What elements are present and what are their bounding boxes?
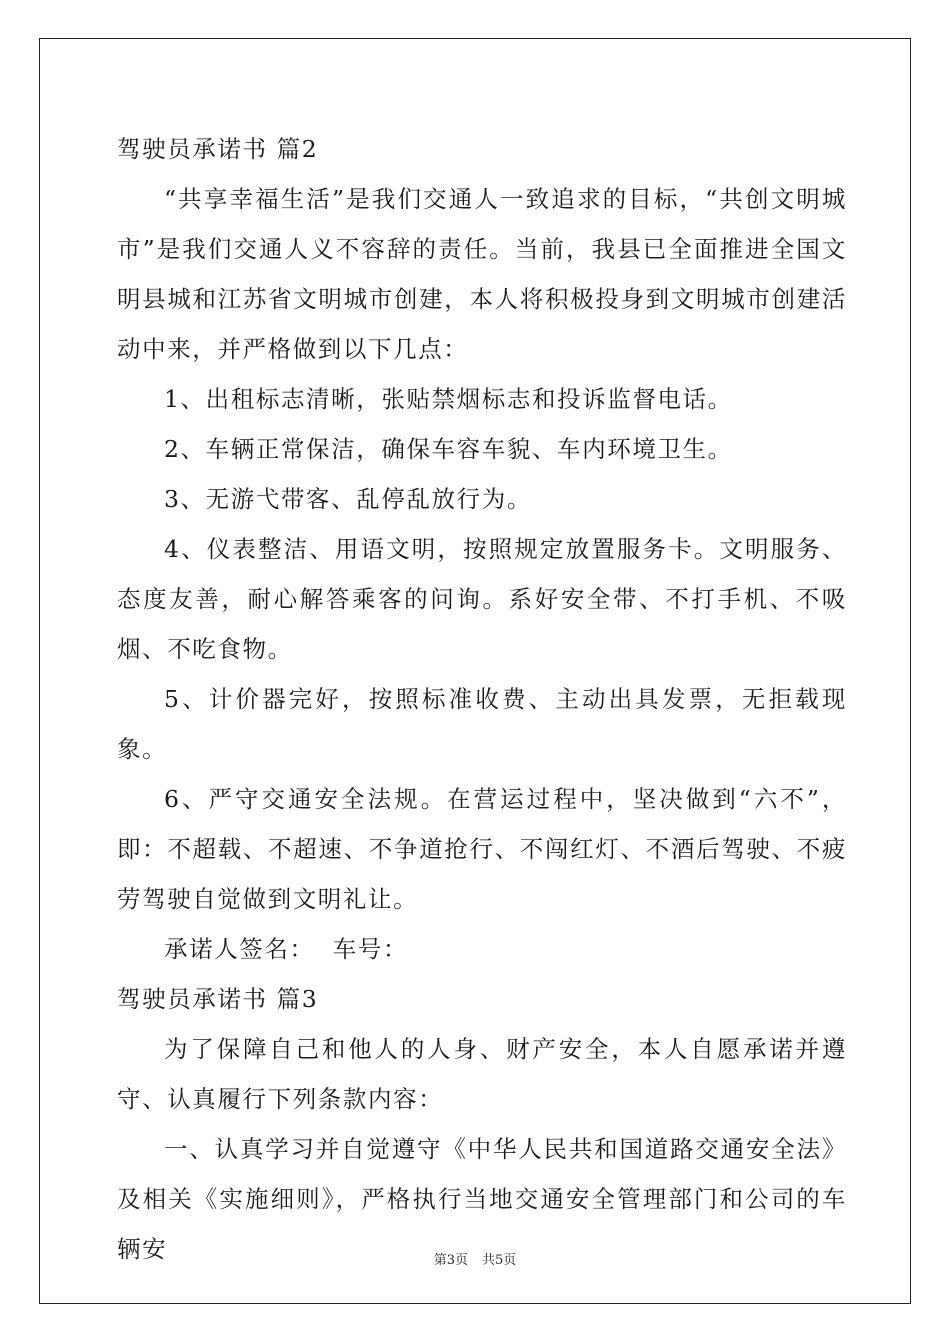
list-item: 4、仪表整洁、用语文明，按照规定放置服务卡。文明服务、态度友善，耐心解答乘客的问询。系好安全带、不打手机、不吸烟、不吃食物。 bbox=[117, 535, 847, 663]
page-number-current: 第3页 bbox=[433, 1253, 468, 1268]
paragraph: 为了保障自己和他人的人身、财产安全，本人自愿承诺并遵守、认真履行下列条款内容： bbox=[117, 1035, 847, 1113]
list-item: 1、出租标志清晰，张贴禁烟标志和投诉监督电话。 bbox=[164, 385, 733, 413]
list-item: 2、车辆正常保洁，确保车容车貌、车内环境卫生。 bbox=[164, 435, 733, 463]
list-item: 3、无游弋带客、乱停乱放行为。 bbox=[164, 485, 532, 513]
page-number-total: 共5页 bbox=[482, 1253, 517, 1268]
signature-line: 承诺人签名： 车号： bbox=[164, 935, 409, 963]
section-heading: 驾驶员承诺书 篇3 bbox=[117, 985, 319, 1013]
section-heading: 驾驶员承诺书 篇2 bbox=[117, 135, 319, 163]
document-body bbox=[117, 124, 847, 1274]
page-footer bbox=[0, 1249, 950, 1268]
list-item: 6、严守交通安全法规。在营运过程中，坚决做到“六不”，即：不超载、不超速、不争道抢行、不闯红灯、不酒后驾驶、不疲劳驾驶自觉做到文明礼让。 bbox=[117, 785, 847, 913]
paragraph: “共享幸福生活”是我们交通人一致追求的目标，“共创文明城市”是我们交通人义不容辞的责任。当前，我县已全面推进全国文明县城和江苏省文明城市创建，本人将积极投身到文明城市创建活动中来，并严格做到以下几点： bbox=[117, 185, 847, 363]
paragraph: 一、认真学习并自觉遵守《中华人民共和国道路交通安全法》及相关《实施细则》，严格执行当地交通安全管理部门和公司的车辆安 bbox=[117, 1135, 847, 1263]
list-item: 5、计价器完好，按照标准收费、主动出具发票，无拒载现象。 bbox=[117, 685, 847, 763]
